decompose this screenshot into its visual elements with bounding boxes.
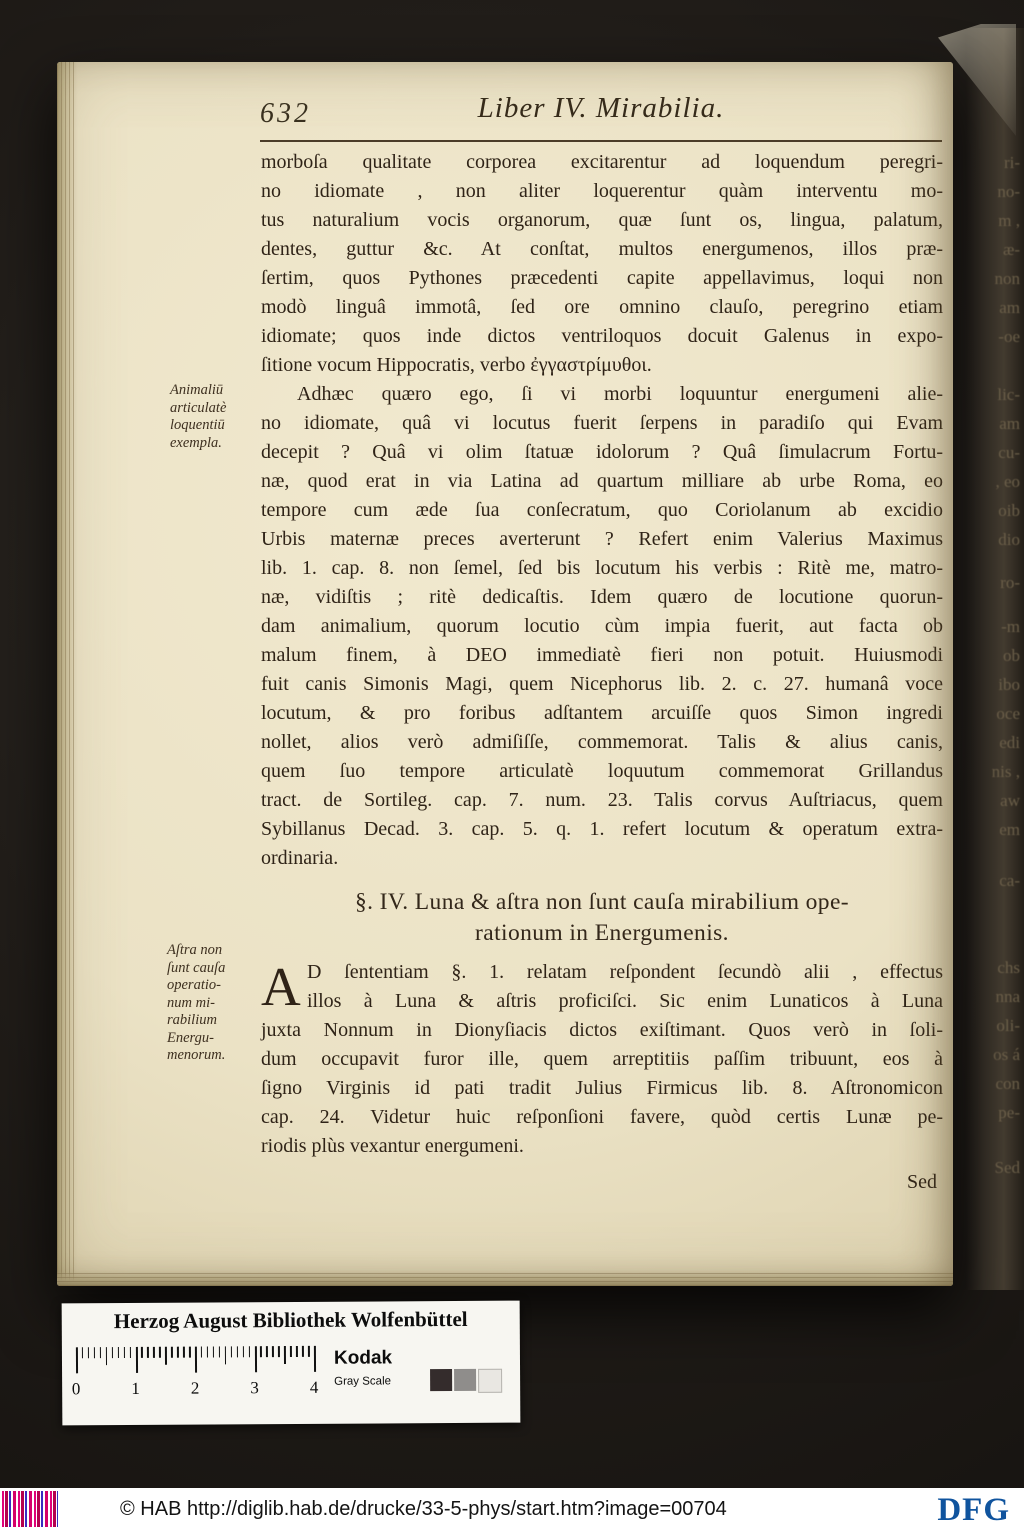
ruler-tick [266,1346,268,1357]
dfg-logo: DFG [937,1492,1010,1528]
ruler-tick [76,1347,78,1373]
ruler-tick [147,1347,149,1358]
bleedthrough-text: ob [1003,646,1020,665]
catchword: Sed [907,1171,937,1193]
ruler-tick [189,1347,191,1358]
bleedthrough-text: , eo [995,472,1020,491]
ruler-tick [135,1347,137,1373]
bleedthrough-text: no- [997,182,1020,201]
bleedthrough-text: ca- [999,871,1020,890]
bleedthrough-text: chs [997,958,1020,977]
text-line: riodis plùs vexantur energumeni. [261,1135,524,1157]
text-line: lib. 1. cap. 8. non ſemel, ſed bis locutum his verbis : Ritè me, matro- [261,557,943,579]
ruler-tick [159,1347,161,1358]
text-line: illos à Luna & aſtris proficiſci. Sic enim Lunaticos à Luna [307,990,943,1012]
margin-note-line: operatio- [167,977,221,993]
copyright-url: © HAB http://diglib.hab.de/drucke/33-5-phys/start.htm?image=00704 [120,1498,727,1520]
bleedthrough-text: -m [1001,617,1020,636]
text-line: ſertim, quos Pythones præcedenti capite appellavimus, loqui non [261,267,943,289]
bleedthrough-text: ri- [1003,153,1020,172]
section-heading-line1: §. IV. Luna & aſtra non ſunt cauſa mirabilium ope- [354,889,850,915]
text-line: tempore cum æde ſua conſecratum, quo Coriolanum ab excidio [261,499,943,521]
bleedthrough-text: edi [999,733,1020,752]
ruler-tick [88,1347,90,1358]
page-number: 632 [260,98,311,129]
ruler-tick [94,1347,96,1358]
bleedthrough-text: aw [1000,791,1020,810]
facing-page-edge [966,28,1024,1290]
bleedthrough-text: Sed [994,1158,1020,1177]
ruler-tick [112,1347,114,1358]
ruler-tick [314,1346,316,1372]
kodak-label: Kodak [333,1347,393,1369]
gray-scale-label: Gray Scale [334,1375,392,1388]
margin-note-line: Aſtra non [167,942,223,958]
page-stack-edge-left [57,62,77,1286]
text-line: dam animalium, quorum locutio cùm impia fuerit, aut facta ob [261,615,943,637]
text-line: cap. 24. Videtur huic reſponſioni favere, quòd certis Lunæ pe- [261,1106,943,1128]
ruler-number: 4 [309,1377,319,1397]
ruler-tick [296,1346,298,1357]
page-stack-edge-bottom [57,1271,953,1286]
ruler-tick [106,1347,108,1365]
ruler-tick [242,1346,244,1357]
bleedthrough-text: lic- [997,385,1020,404]
ruler-tick [195,1347,197,1373]
margin-note-line: Energu- [167,1029,214,1046]
text-line: locutum, & pro foribus adſtantem arcuiſſe quos Simon ingredi [261,702,943,724]
paragraph [261,380,943,873]
text-line: Urbis maternæ preces averterunt ? Refert enim Valerius Maximus [261,528,943,550]
text-line: quem ſuo tempore articulatè loquutum commemorat Grillandus [261,760,943,782]
ruler-tick [153,1347,155,1358]
bleedthrough-text: non [994,269,1020,288]
paragraphs-bottom [261,958,943,1161]
ruler-tick [207,1347,209,1358]
text-line: malum finem, à DEO immediatè fieri non potuit. Huiusmodi [261,644,943,666]
bleedthrough-text: oib [998,501,1020,520]
bleedthrough-text: -oe [998,327,1020,346]
margin-note-line: loquentiū [170,417,225,433]
ruler-tick [260,1346,262,1357]
ruler-tick [225,1346,227,1364]
gray-patch [478,1369,502,1393]
ruler-tick [219,1346,221,1357]
bleedthrough-text: nna [995,987,1020,1006]
text-line: ſitione vocum Hippocratis, verbo ἐγγαστρίμυθοι. [261,354,652,376]
bleedthrough-text: am [999,298,1020,317]
ruler-tick [302,1346,304,1357]
ruler-number: 0 [71,1379,81,1399]
ruler-tick [278,1346,280,1357]
margin-note-1 [170,382,262,452]
ruler-tick [254,1346,256,1372]
ruler-tick [290,1346,292,1357]
bleedthrough-text: dio [998,530,1020,549]
ruler-tick [284,1346,286,1364]
text-line: Adhæc quæro ego, ſi vi morbi loquuntur energumeni alie- [297,383,943,405]
text-line: ſigno Virginis id pati tradit Julius Firmicus lib. 8. Aſtronomicon [261,1077,943,1099]
ruler-tick [129,1347,131,1358]
ruler-tick [100,1347,102,1358]
library-name: Herzog August Bibliothek Wolfenbüttel [113,1306,468,1334]
text-line: D ſententiam §. 1. relatam reſpondent ſecundò alii , effectus [307,961,943,983]
text-line: tract. de Sortileg. cap. 7. num. 23. Talis corvus Auſtriacus, quem [261,789,943,811]
ruler-number: 1 [131,1378,140,1398]
text-line: no idiomate , non aliter loquerentur quàm interventu mo- [261,180,943,202]
ruler-number: 2 [190,1378,200,1398]
bleedthrough-text: ro- [1000,573,1020,592]
drop-cap: A [261,956,301,1017]
text-line: ordinaria. [261,847,339,869]
margin-note-line: rabilium [167,1012,217,1028]
book-page [57,62,953,1286]
text-line: dum occupavit furor ille, quem arreptitiis paſſim tribuunt, eos à [261,1048,943,1070]
bleedthrough-text: pe- [998,1103,1020,1122]
ruler-tick [213,1346,215,1357]
bleedthrough-text: oce [996,704,1020,723]
ruler-tick [201,1347,203,1358]
margin-note-line: Animaliū [170,382,224,398]
text-line: Sybillanus Decad. 3. cap. 5. q. 1. refert locutum & operatum extra- [261,818,943,840]
ruler-tick [141,1347,143,1358]
section-heading-line2: rationum in Energumenis. [475,920,729,946]
ruler-tick [308,1346,310,1357]
ruler-number: 3 [250,1378,259,1398]
text-line: juxta Nonnum in Dionyſiacis dictos exiſtimant. Quos verò in ſoli- [261,1019,943,1041]
bleedthrough-text: ibo [998,675,1020,694]
section-heading [261,887,943,949]
margin-note-line: menorum. [167,1047,226,1063]
margin-note-line: articulatè [170,399,227,416]
ruler-tick [248,1346,250,1357]
text-line: fuit canis Simonis Magi, quem Nicephorus lib. 2. c. 27. humanâ voce [261,673,943,695]
text-body [261,148,943,1197]
ruler-tick [237,1346,239,1357]
gray-patch [430,1369,452,1391]
header-rule [260,140,942,142]
text-line: morboſa qualitate corporea excitarentur ad loquendum peregri- [261,151,943,173]
text-line: idiomate; quos inde dictos ventriloquos docuit Galenus in expo- [261,325,943,347]
bleedthrough-text: con [995,1074,1020,1093]
ruler-tick [231,1346,233,1357]
text-line: næ, vidiſtis ; ritè dedicaſtis. Idem quæro de locutione quorun- [261,586,943,608]
margin-note-line: exempla. [170,434,222,451]
bleedthrough-text: nis , [991,762,1020,781]
bleedthrough-text: am [999,414,1020,433]
gray-patch [454,1369,476,1391]
text-line: nollet, alios verò admiſiſſe, commemorat. Talis & alius canis, [261,731,943,753]
margin-note-line: num mi- [167,994,215,1011]
bleedthrough-text: m , [998,211,1020,230]
library-label [62,1301,521,1426]
ruler-tick [183,1347,185,1358]
text-line: dentes, guttur &c. At conſtat, multos energumenos, illos præ- [261,238,943,260]
text-line: no idiomate, quâ vi locutus fuerit ſerpens in paradiſo qui Evam [261,412,943,434]
ruler-numbers [71,1377,319,1401]
ruler-tick [118,1347,120,1358]
text-line: tus naturalium vocis organorum, quæ ſunt os, lingua, palatum, [261,209,943,231]
ruler-tick [82,1347,84,1358]
paragraphs-top [261,148,943,873]
ruler [76,1346,316,1377]
text-line: modò linguâ immotâ, ſed ore omnino clauſo, peregrino etiam [261,296,943,318]
bleedthrough-text: cu- [998,443,1020,462]
ruler-tick [123,1347,125,1358]
color-bar-icon [0,1491,58,1527]
ruler-tick [177,1347,179,1358]
ruler-tick [171,1347,173,1358]
bleedthrough-strip [966,28,1024,1290]
footer-bar [0,1488,1024,1530]
paragraph [261,148,943,380]
margin-note-2 [167,942,259,1065]
bleedthrough-text: em [999,820,1020,839]
text-line: næ, quod erat in via Latina ad quartum milliare ab urbe Roma, eo [261,470,943,492]
ruler-tick [165,1347,167,1365]
paragraph [261,958,943,1161]
bleedthrough-text: oli- [996,1016,1020,1035]
bleedthrough-text: os á [993,1045,1020,1064]
ruler-tick [272,1346,274,1357]
text-line: decepit ? Quâ vi olim ſtatuæ idolorum ? Quâ ſimulacrum Fortu- [261,441,943,463]
bleedthrough-text: æ- [1003,240,1020,259]
gray-scale-patches [430,1369,502,1393]
margin-note-line: ſunt cauſa [167,959,226,976]
running-title: Liber IV. Mirabilia. [477,92,725,124]
